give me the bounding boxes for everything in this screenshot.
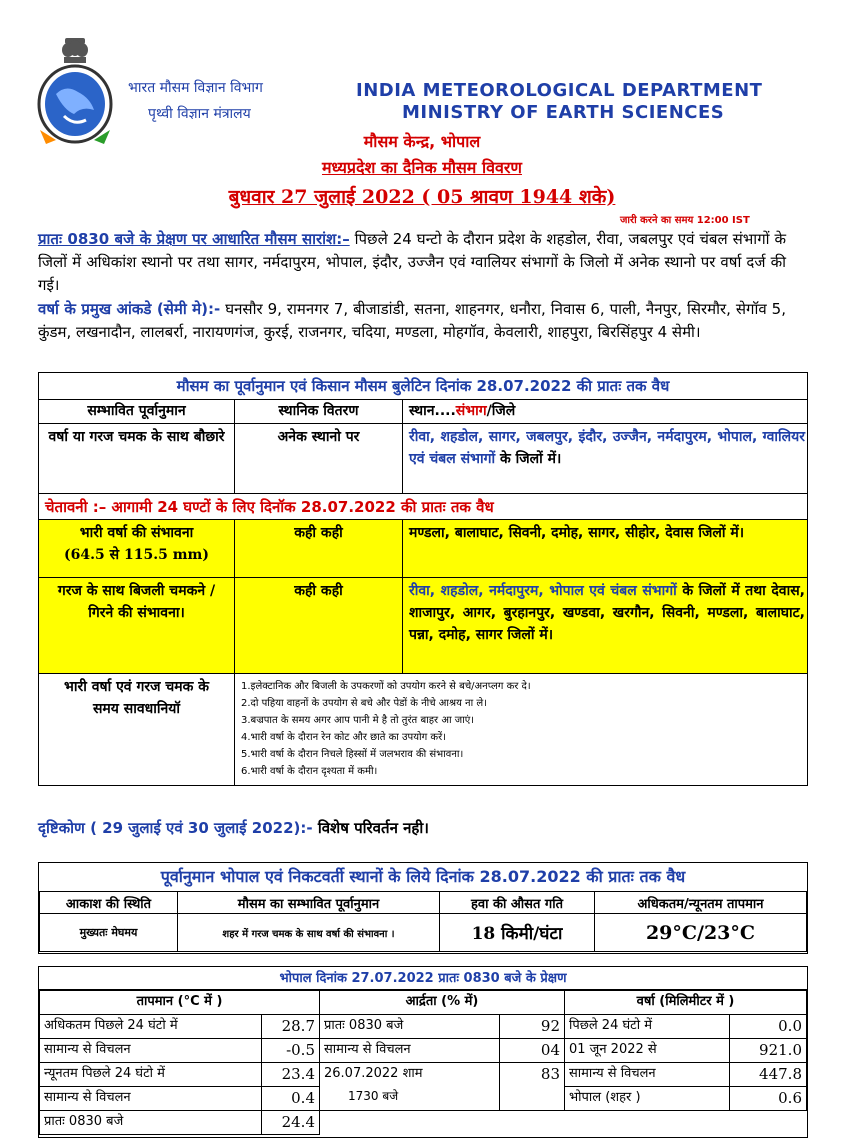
forecast-title: मौसम का पूर्वानुमान एवं किसान मौसम बुलेटिन दिनांक 28.07.2022 की प्रातः तक वैध xyxy=(176,377,670,395)
sky-header: आकाश की स्थिति xyxy=(40,892,178,914)
outlook-text: विशेष परिवर्तन नही। xyxy=(312,819,429,837)
summary-text: पिछले 24 घन्टो के दौरान प्रदेश के शहडोल, रीवा, जबलपुर एवं चंबल संभागों के जिलों में अधिकांश स्थानो पर तथा सागर, नर्मदापुरम, भोपाल, इंदौर, उज्जैन एवं ग्वालियर संभागों के जिलो में अनेक स्थानो पर वर्षा दर्ज की गई। xyxy=(38,230,786,294)
heavy-rain-label: भारी वर्षा की संभावना (64.5 से 115.5 mm) xyxy=(39,520,234,577)
bhopal-forecast-box xyxy=(38,862,808,954)
report-date: बुधवार 27 जुलाई 2022 ( 05 श्रावण 1944 शके) xyxy=(228,186,616,208)
outlook-label: दृष्टिकोण ( 29 जुलाई एवं 30 जुलाई 2022):- xyxy=(38,819,313,837)
bhopal-forecast-table xyxy=(39,891,807,952)
rain-label: 01 जून 2022 से xyxy=(565,1039,730,1063)
rain-value: 0.0 xyxy=(730,1015,807,1039)
forecast-distribution: अनेक स्थानो पर xyxy=(234,424,402,493)
forecast-type: वर्षा या गरज चमक के साथ बौछारे xyxy=(48,429,225,445)
precaution-item: 2.दो पहिया वाहनों के उपयोग से बचे और पेडों के नीचे आश्रय ना ले। xyxy=(241,698,487,709)
bhopal-forecast-title: पूर्वानुमान भोपाल एवं निकटवर्ती स्थानों के लिये दिनांक 28.07.2022 की प्रातः तक वैध xyxy=(160,867,686,886)
rainfall-col-header: वर्षा (मिलिमीटर में ) xyxy=(565,991,807,1015)
temp-value: 23.4 xyxy=(262,1063,320,1087)
precaution-item: 1.इलेक्टानिक और बिजली के उपकरणों को उपयोग करने से बचे/अनप्लग कर दे। xyxy=(241,681,531,692)
temp-value: -0.5 xyxy=(262,1039,320,1063)
weather-value: शहर में गरज चमक के साथ वर्षा की संभावना । xyxy=(178,914,440,952)
temp-label: अधिकतम पिछले 24 घंटो में xyxy=(40,1015,262,1039)
wind-header: हवा की औसत गति xyxy=(440,892,595,914)
temp-label: प्रातः 0830 बजे xyxy=(40,1111,262,1135)
forecast-places: रीवा, शहडोल, सागर, जबलपुर, इंदौर, उज्जैन, नर्मदापुरम, भोपाल, ग्वालियर एवं चंबल संभागों के जिलों में। xyxy=(402,424,809,493)
col-distribution-header: स्थानिक वितरण xyxy=(234,400,402,423)
rainfall-figures xyxy=(38,298,786,344)
humidity-label: प्रातः 0830 बजे xyxy=(320,1015,500,1039)
summary-label: प्रातः 0830 बजे के प्रेक्षण पर आधारित मौसम सारांश:– xyxy=(38,230,350,248)
temp-label: सामान्य से विचलन xyxy=(40,1039,262,1063)
rainfall-label: वर्षा के प्रमुख आंकडे (सेमी मे):- xyxy=(38,300,221,318)
rain-value: 447.8 xyxy=(730,1063,807,1087)
rain-value: 0.6 xyxy=(730,1087,807,1111)
temperature-col-header: तापमान (°C में ) xyxy=(40,991,320,1015)
issue-time: जारी करने का समय 12:00 IST xyxy=(620,215,750,226)
heavy-rain-range: (64.5 से 115.5 mm) xyxy=(64,547,209,563)
rain-value: 921.0 xyxy=(730,1039,807,1063)
temperature-header: अधिकतम/न्यूनतम तापमान xyxy=(595,892,807,914)
forecast-warning-box xyxy=(38,372,808,786)
precautions-list xyxy=(235,674,809,784)
outlook xyxy=(38,818,429,838)
humidity-value: 83 xyxy=(500,1063,565,1111)
temp-value: 0.4 xyxy=(262,1087,320,1111)
temperature-value: 29°C/23°C xyxy=(595,914,807,952)
temp-value: 28.7 xyxy=(262,1015,320,1039)
english-department-name: INDIA METEOROLOGICAL DEPARTMENT xyxy=(356,80,763,101)
english-ministry-name: MINISTRY OF EARTH SCIENCES xyxy=(402,102,725,123)
precaution-item: 4.भारी वर्षा के दौरान रेन कोट और छाते का उपयोग करें। xyxy=(241,732,446,743)
humidity-value: 92 xyxy=(500,1015,565,1039)
report-title: मध्यप्रदेश का दैनिक मौसम विवरण xyxy=(321,158,522,177)
weather-summary xyxy=(38,228,786,297)
precaution-item: 6.भारी वर्षा के दौरान दृश्यता में कमी। xyxy=(241,766,378,777)
col-forecast-header: सम्भावित पूर्वानुमान xyxy=(87,403,186,419)
thunder-places: रीवा, शहडोल, नर्मदापुरम, भोपाल एवं चंबल संभागों के जिलों में तथा देवास, शाजापुर, आगर, बुरहानपुर, खण्डवा, खरगौन, सिवनी, मण्डला, बालाघाट, पन्ना, दमोह, सागर जिलों में। xyxy=(402,578,809,673)
rain-label: पिछले 24 घंटो में xyxy=(565,1015,730,1039)
humidity-label: 26.07.2022 शाम 1730 बजे xyxy=(320,1063,500,1111)
sky-value: मुख्यतः मेघमय xyxy=(40,914,178,952)
col-location-header: स्थान....संभाग/जिले xyxy=(402,400,809,423)
thunder-distribution: कही कही xyxy=(234,578,402,673)
humidity-value: 04 xyxy=(500,1039,565,1063)
weather-centre-name: मौसम केन्द्र, भोपाल xyxy=(363,132,481,151)
col-location-division: संभाग xyxy=(455,403,487,419)
hindi-department-name: भारत मौसम विज्ञान विभाग xyxy=(128,80,263,96)
heavy-rain-distribution: कही कही xyxy=(234,520,402,577)
precautions-label: भारी वर्षा एवं गरज चमक के समय सावधानियॉ xyxy=(64,679,209,717)
bhopal-observations-box xyxy=(38,966,808,1138)
observations-title: भोपाल दिनांक 27.07.2022 प्रातः 0830 बजे के प्रेक्षण xyxy=(39,967,807,990)
precautions-list-cell xyxy=(234,674,809,785)
precaution-item: 3.बज्रपात के समय अगर आप पानी मे है तो तुरंत बाहर आ जाएं। xyxy=(241,715,475,726)
temp-label: सामान्य से विचलन xyxy=(40,1087,262,1111)
rain-label: भोपाल (शहर ) xyxy=(565,1087,730,1111)
weather-header: मौसम का सम्भावित पूर्वानुमान xyxy=(178,892,440,914)
temp-label: न्यूनतम पिछले 24 घंटो में xyxy=(40,1063,262,1087)
humidity-col-header: आर्द्रता (% में) xyxy=(320,991,565,1015)
heavy-rain-places: मण्डला, बालाघाट, सिवनी, दमोह, सागर, सीहोर, देवास जिलों में। xyxy=(402,520,809,577)
empty-cell xyxy=(320,1111,807,1135)
rain-label: सामान्य से विचलन xyxy=(565,1063,730,1087)
observations-table xyxy=(39,990,807,1135)
precaution-item: 5.भारी वर्षा के दौरान निचले हिस्सों में जलभराव की संभावना। xyxy=(241,749,464,760)
rainfall-text: घनसौर 9, रामनगर 7, बीजाडांडी, सतना, शाहनगर, धनौरा, निवास 6, पाली, नैनपुर, सिरमौर, सेगॉव 5, कुंडम, लखनादौन, लालबर्रा, नारायणगंज, कुरई, राजनगर, चदिया, मण्डला, मोहगॉव, केवलारी, शाहपुरा, बिरसिंहपुर 4 सेमी। xyxy=(38,300,786,341)
hindi-ministry-name: पृथ्वी विज्ञान मंत्रालय xyxy=(148,106,251,122)
warning-title: चेतावनी :– आगामी 24 घण्टों के लिए दिनॉक 28.07.2022 की प्रातः तक वैध xyxy=(45,498,494,516)
humidity-label: सामान्य से विचलन xyxy=(320,1039,500,1063)
thunder-label: गरज के साथ बिजली चमकने / गिरने की संभावना। xyxy=(57,583,216,621)
temp-value: 24.4 xyxy=(262,1111,320,1135)
wind-value: 18 किमी/घंटा xyxy=(440,914,595,952)
